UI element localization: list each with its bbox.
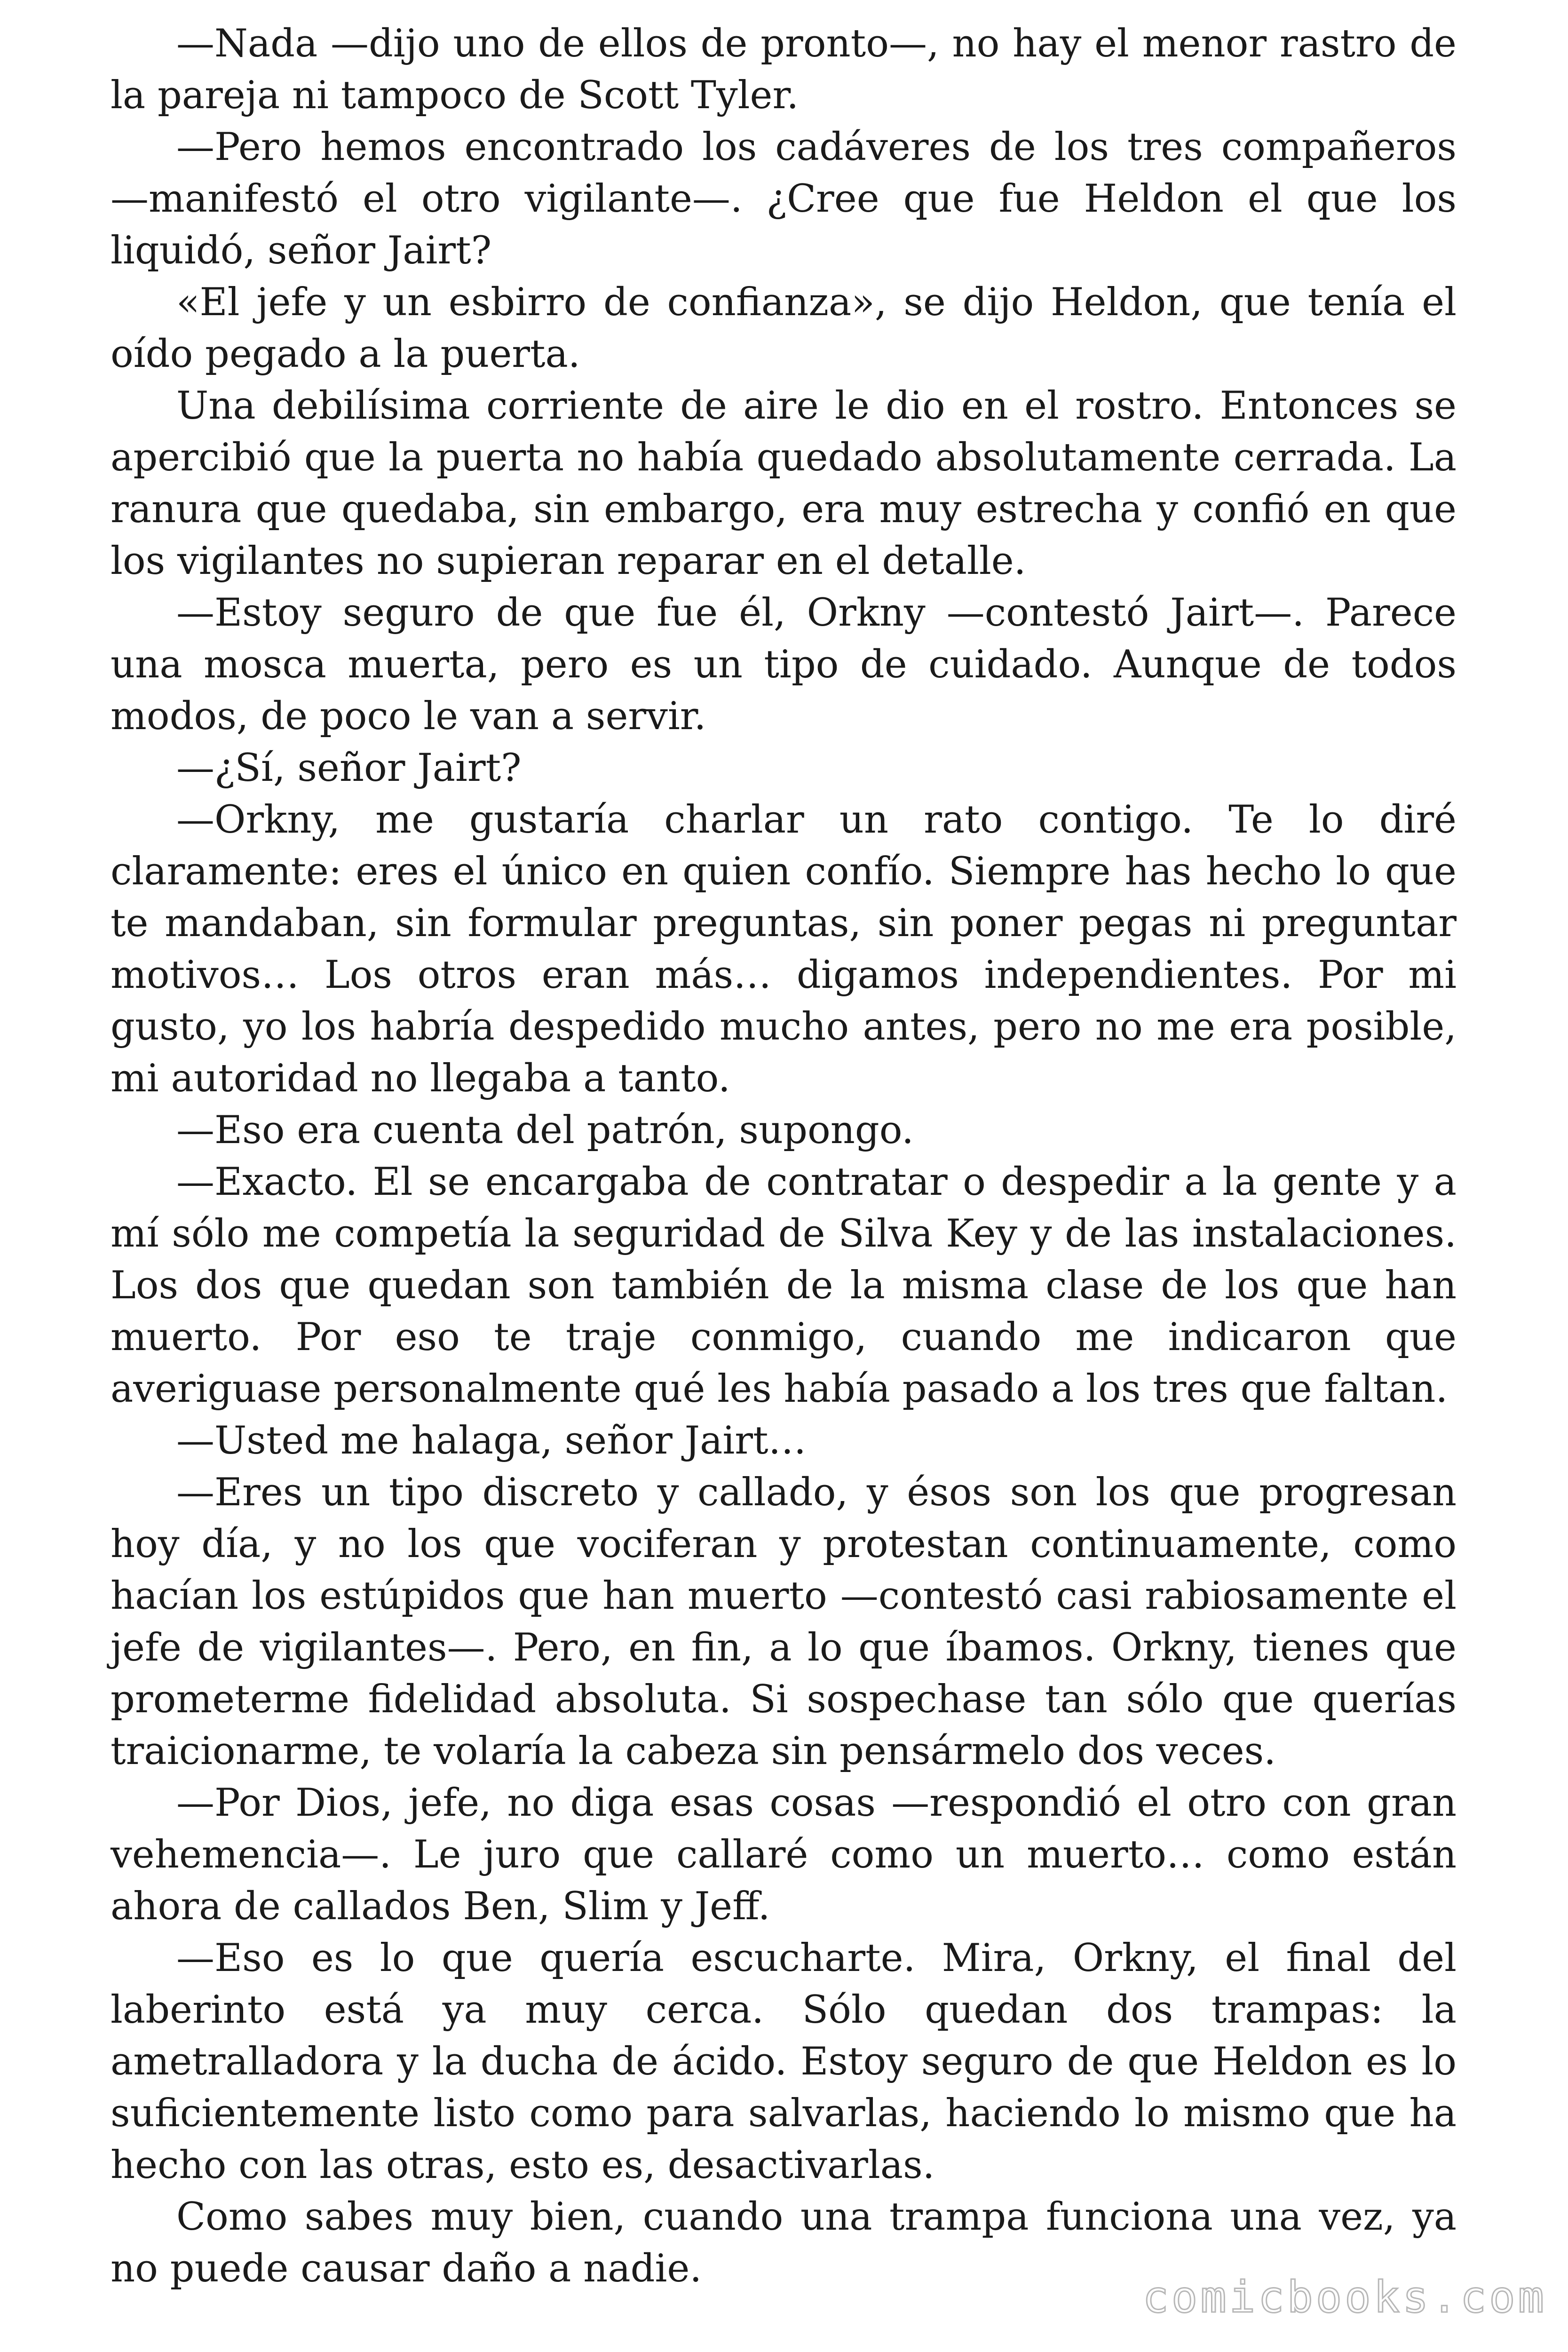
paragraph: —Eso es lo que quería escucharte. Mira, Orkny, el final del laberinto está ya muy cerca. Sólo quedan dos trampas: la ametralladora y la ducha de ácido. Estoy seguro de que Heldon es lo suficientemente listo como para salvarlas, haciendo lo mismo que ha hecho con las otras, esto es, desactivarlas.: [111, 1936, 1457, 2187]
paragraph: —Exacto. El se encargaba de contratar o despedir a la gente y a mí sólo me competía la seguridad de Silva Key y de las instalaciones. Los dos que quedan son también de la misma clase de los que han muerto. Por eso te traje conmigo, cuando me indicaron que averiguase personalmente qué les había pasado a los tres que faltan.: [111, 1160, 1457, 1411]
paragraph: —Orkny, me gustaría charlar un rato contigo. Te lo diré claramente: eres el único en quien confío. Siempre has hecho lo que te mandaban, sin formular preguntas, sin poner pegas ni preguntar motivos… Los otros eran más… digamos independientes. Por mi gusto, yo los habría despedido mucho antes, pero no me era posible, mi autoridad no llegaba a tanto.: [111, 798, 1457, 1101]
paragraph: —Eso era cuenta del patrón, supongo.: [176, 1108, 914, 1152]
paragraph: —Por Dios, jefe, no diga esas cosas —respondió el otro con gran vehemencia—. Le juro que callaré como un muerto… como están ahora de callados Ben, Slim y Jeff.: [111, 1781, 1457, 1929]
paragraph: —Pero hemos encontrado los cadáveres de los tres compañeros —manifestó el otro vigilante—. ¿Cree que fue Heldon el que los liquidó, señor Jairt?: [111, 125, 1457, 273]
paragraph: —Nada —dijo uno de ellos de pronto—, no hay el menor rastro de la pareja ni tampoco de Scott Tyler.: [111, 22, 1457, 118]
watermark: comicbooks.com: [1142, 2272, 1547, 2322]
paragraph: —Usted me halaga, señor Jairt…: [176, 1419, 807, 1463]
paragraph: —Estoy seguro de que fue él, Orkny —contestó Jairt—. Parece una mosca muerta, pero es un tipo de cuidado. Aunque de todos modos, de poco le van a servir.: [111, 591, 1457, 739]
paragraph: —¿Sí, señor Jairt?: [176, 746, 522, 790]
paragraph: Una debilísima corriente de aire le dio en el rostro. Entonces se apercibió que la puerta no había quedado absolutamente cerrada. La ranura que quedaba, sin embargo, era muy estrecha y confió en que los vigilantes no supieran reparar en el detalle.: [111, 384, 1457, 583]
paragraph: —Eres un tipo discreto y callado, y ésos son los que progresan hoy día, y no los que vociferan y protestan continuamente, como hacían los estúpidos que han muerto —contestó casi rabiosamente el jefe de vigilantes—. Pero, en fin, a lo que íbamos. Orkny, tienes que prometerme fidelidad absoluta. Si sospechase tan sólo que querías traicionarme, te volaría la cabeza sin pensármelo dos veces.: [111, 1470, 1457, 1773]
paragraph: «El jefe y un esbirro de confianza», se dijo Heldon, que tenía el oído pegado a la puerta.: [111, 280, 1457, 376]
paragraph: Como sabes muy bien, cuando una trampa funciona una vez, ya no puede causar daño a nadie.: [111, 2195, 1457, 2291]
body-text: [111, 18, 1457, 2295]
